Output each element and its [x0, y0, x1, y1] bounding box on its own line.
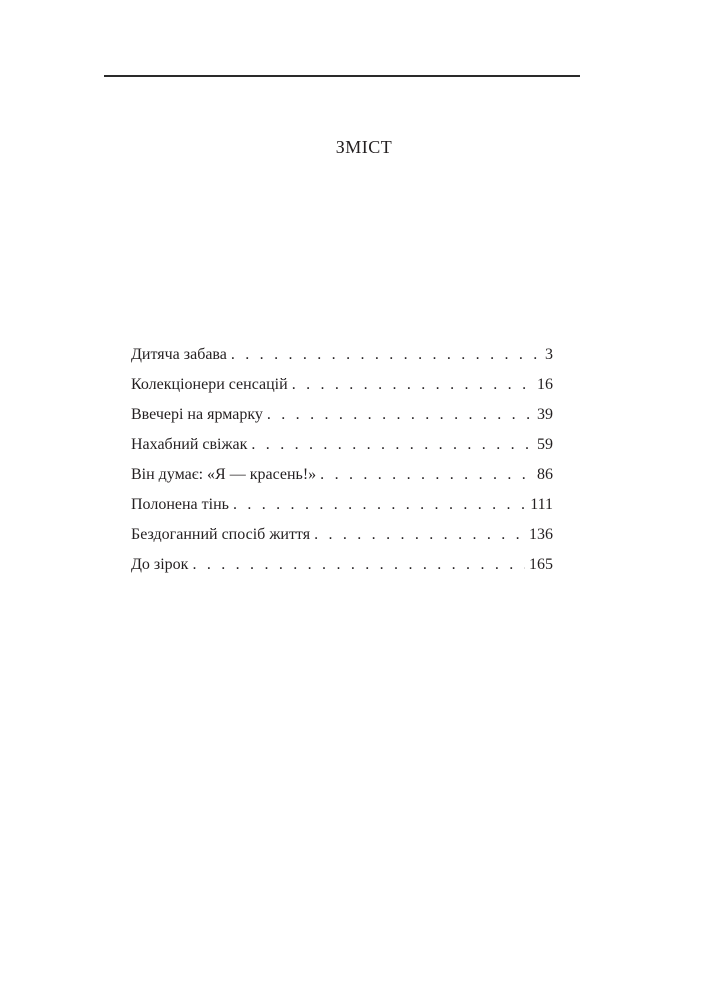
toc-entry-title: Він думає: «Я — красень!»: [131, 466, 317, 483]
dot-leader: [251, 430, 533, 460]
dot-leader: [314, 520, 525, 550]
toc-entry-title: Ввечері на ярмарку: [131, 406, 263, 423]
table-of-contents: [131, 340, 553, 580]
dot-leader: [233, 490, 526, 520]
toc-entry[interactable]: [131, 340, 553, 370]
toc-entry[interactable]: [131, 370, 553, 400]
toc-entry-title: До зірок: [131, 556, 189, 573]
toc-entry-title: Полонена тінь: [131, 496, 229, 513]
toc-entry[interactable]: [131, 400, 553, 430]
toc-entry-page-number: 111: [530, 496, 553, 513]
toc-entry-page-number: 136: [529, 526, 553, 543]
toc-entry-title: Бездоганний спосіб життя: [131, 526, 311, 543]
page-title: ЗМІСТ: [335, 137, 393, 157]
toc-entry-title: Колекціонери сенсацій: [131, 376, 288, 393]
dot-leader: [192, 550, 525, 580]
toc-entry[interactable]: [131, 490, 553, 520]
dot-leader: [231, 340, 541, 370]
dot-leader: [320, 460, 533, 490]
toc-entry-page-number: 165: [529, 556, 553, 573]
toc-entry-title: Дитяча забава: [131, 346, 227, 363]
dot-leader: [292, 370, 533, 400]
dot-leader: [267, 400, 533, 430]
toc-entry-title: Нахабний свіжак: [131, 436, 248, 453]
toc-entry-page-number: 86: [537, 466, 553, 483]
toc-entry-page-number: 59: [537, 436, 553, 453]
toc-entry[interactable]: [131, 550, 553, 580]
toc-entry[interactable]: [131, 520, 553, 550]
header-rule: [104, 75, 580, 77]
toc-entry-page-number: 39: [537, 406, 553, 423]
toc-entry[interactable]: [131, 460, 553, 490]
toc-entry-page-number: 16: [537, 376, 553, 393]
toc-entry-page-number: 3: [545, 346, 553, 363]
toc-entry[interactable]: [131, 430, 553, 460]
